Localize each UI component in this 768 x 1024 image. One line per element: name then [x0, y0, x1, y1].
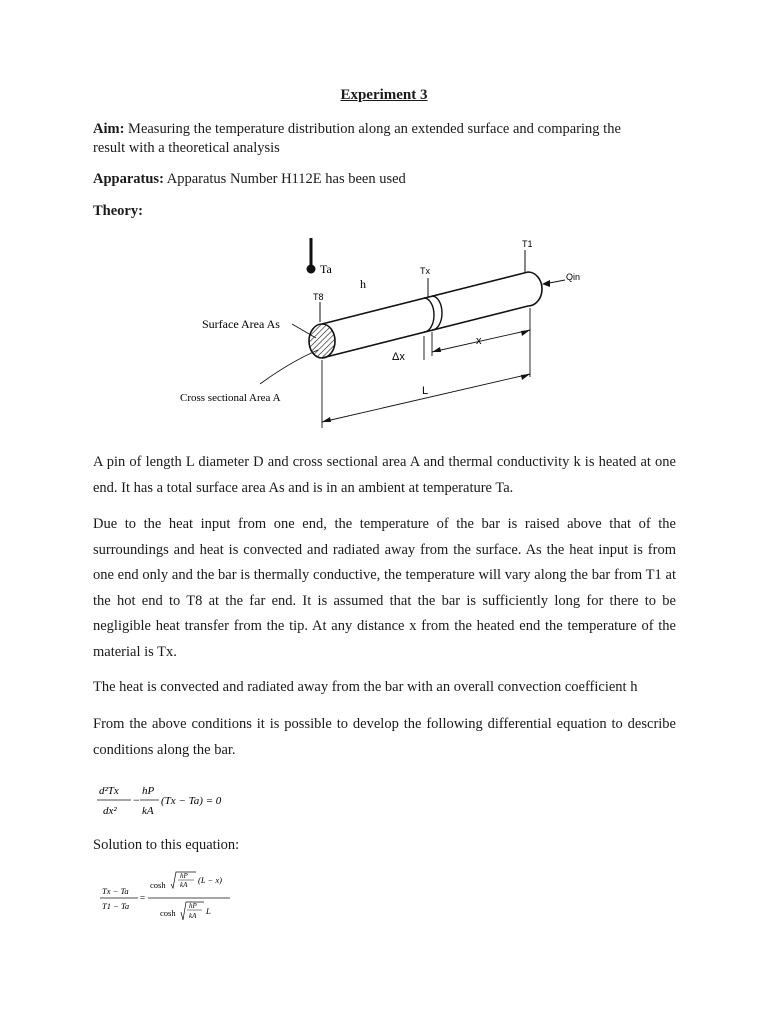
label-surface-area: Surface Area As	[202, 317, 280, 331]
label-qin: Qin	[566, 272, 581, 282]
rod-end-cross-section	[309, 324, 335, 358]
thermometer-bulb-icon	[307, 265, 316, 274]
eq2-num-ka: kA	[180, 881, 188, 889]
theory-heading	[93, 202, 676, 221]
label-dx: Δx	[392, 351, 405, 363]
paragraph-3: The heat is convected and radiated away from the bar with an overall convection coefficient h	[93, 679, 638, 695]
apparatus-paragraph	[93, 170, 676, 189]
eq2-den-cosh: cosh	[160, 908, 176, 918]
aim-paragraph	[93, 120, 676, 158]
eq2-den-hp: hP	[189, 902, 197, 910]
eq2-num-hp: hP	[180, 872, 188, 880]
eq2-lhs-den: T1 − Ta	[102, 901, 130, 911]
paragraph-4: From the above conditions it is possible to develop the following differential equation to describe conditions along the bar.	[93, 716, 676, 758]
paragraph-1: A pin of length L diameter D and cross sectional area A and thermal conductivity k is heated at one end. It has a total surface area As and is in an ambient at temperature Ta.	[93, 454, 676, 496]
eq2-lhs-num: Tx − Ta	[102, 886, 129, 896]
cross-section-leader	[260, 350, 318, 384]
apparatus-label: Apparatus:	[93, 171, 164, 187]
eq1-paren: (Tx − Ta) = 0	[161, 795, 222, 807]
dim-L-arrow-right-icon	[521, 374, 530, 380]
eq1-den-left: dx²	[103, 805, 117, 817]
apparatus-text: Apparatus Number H112E has been used	[163, 171, 406, 187]
label-L: L	[422, 385, 429, 397]
aim-text-line2: result with a theoretical analysis	[93, 140, 280, 156]
eq2-den-ka: kA	[189, 912, 197, 920]
eq2-num-cosh: cosh	[150, 880, 166, 890]
dim-L-arrow-left-icon	[322, 417, 331, 422]
theory-heading-text: Theory:	[93, 203, 143, 219]
eq1-num-left: d²Tx	[99, 785, 119, 797]
label-cross-section: Cross sectional Area A	[180, 392, 281, 404]
paragraph-5: Solution to this equation:	[93, 837, 240, 853]
eq1-den-right: kA	[142, 805, 154, 817]
aim-text-line1: Measuring the temperature distribution along an extended surface and comparing the	[124, 121, 621, 137]
solution-equation	[100, 868, 240, 930]
dim-L-line	[322, 374, 530, 422]
eq2-equals: =	[140, 893, 146, 903]
eq2-den-tail: L	[206, 906, 211, 916]
dim-x-arrow-right-icon	[521, 330, 530, 336]
label-ta: Ta	[320, 262, 332, 276]
pin-fin-diagram	[170, 232, 590, 432]
label-x: x	[476, 335, 482, 347]
eq1-minus: −	[133, 793, 140, 807]
eq1-num-right: hP	[142, 785, 155, 797]
page-title: Experiment 3	[340, 87, 428, 103]
aim-label: Aim:	[93, 121, 125, 137]
label-t1: T1	[522, 239, 533, 249]
eq2-num-tail: (L − x)	[198, 875, 222, 885]
qin-arrowhead-icon	[542, 280, 550, 287]
label-t8: T8	[313, 292, 324, 302]
differential-equation	[95, 778, 255, 822]
label-h: h	[360, 277, 366, 291]
paragraph-2: Due to the heat input from one end, the temperature of the bar is raised above that of the surroundings and heat is convected and radiated away from the surface. As the heat input is from one end only and the bar is thermally conductive, the temperature will vary along the bar from T1 at the hot end to T8 at the far end. It is assumed that the bar is sufficiently long for there to be negligible heat transfer from the tip. At any distance x from the heated end the temperature of the material is Tx.	[93, 516, 676, 660]
label-tx: Tx	[420, 266, 430, 276]
dim-x-arrow-left-icon	[432, 347, 441, 352]
